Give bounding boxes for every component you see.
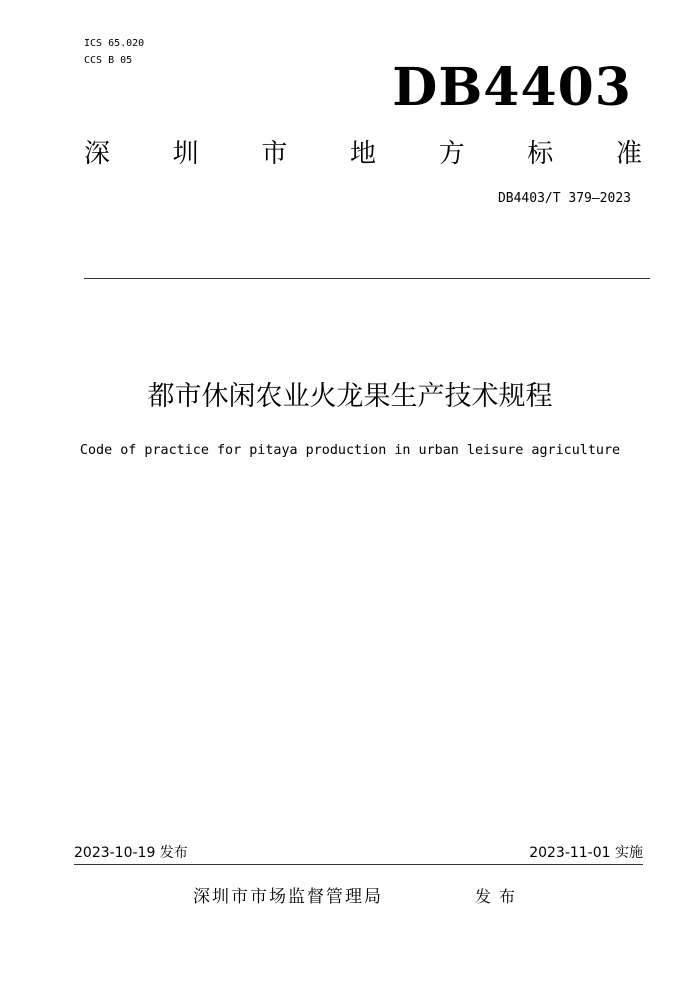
publisher-name: 深圳市市场监督管理局 (193, 887, 383, 907)
standard-type (84, 134, 642, 174)
standard-type-char: 圳 (172, 139, 199, 169)
standard-type-char: 深 (84, 139, 111, 169)
divider-bottom (74, 864, 643, 865)
standard-type-char: 标 (527, 139, 554, 169)
issue-date: 2023-10-19 发布 (74, 845, 188, 861)
standard-type-char: 地 (349, 139, 376, 169)
divider-top (84, 278, 650, 279)
document-title-english: Code of practice for pitaya production in urban leisure agriculture (79, 443, 621, 458)
ccs-code: CCS B 05 (84, 55, 133, 66)
standard-type-char: 市 (261, 139, 288, 169)
effective-date: 2023-11-01 实施 (529, 845, 643, 861)
standard-number: DB4403/T 379—2023 (497, 191, 631, 206)
document-title-chinese: 都市休闲农业火龙果生产技术规程 (147, 381, 553, 412)
standard-type-char: 准 (615, 139, 642, 169)
standard-type-char: 方 (438, 139, 465, 169)
publish-label: 发布 (475, 887, 524, 906)
ics-code: ICS 65.020 (84, 38, 145, 49)
standard-code-logo: DB4403 (392, 57, 632, 118)
